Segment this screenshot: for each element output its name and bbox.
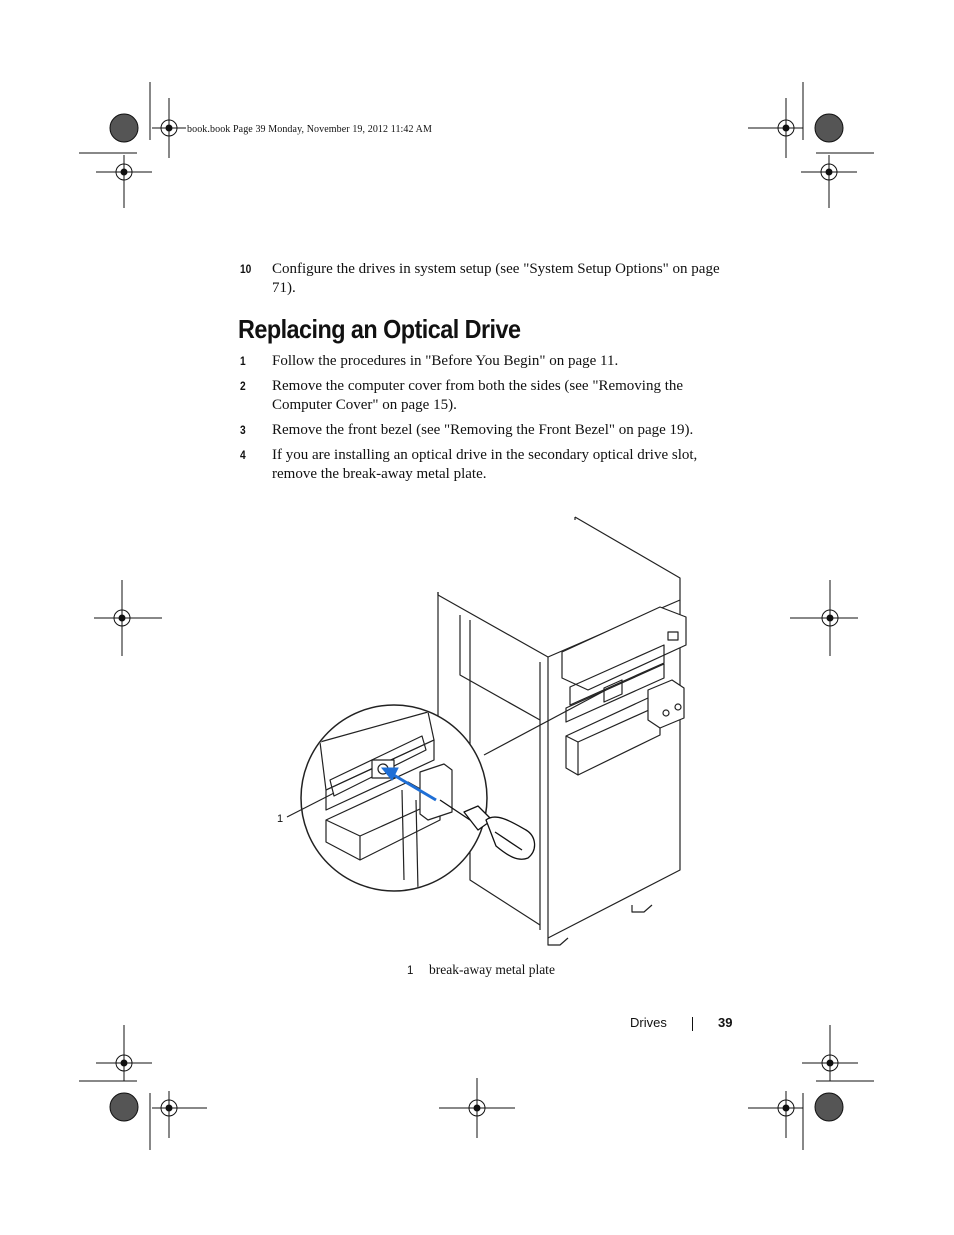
print-slug: book.book Page 39 Monday, November 19, 2012 11:42 AM (187, 124, 432, 135)
step-number: 4 (240, 448, 246, 462)
page-number: 39 (718, 1015, 733, 1030)
step-number: 3 (240, 423, 246, 437)
caption-text: break-away metal plate (429, 962, 555, 977)
footer-section-name: Drives (630, 1015, 667, 1030)
step-text: Remove the front bezel (see "Removing the Front Bezel" on page 19). (272, 422, 694, 438)
step-number: 2 (240, 379, 246, 393)
step-number: 10 (240, 262, 252, 276)
figure-caption (407, 962, 555, 978)
step-text: If you are installing an optical drive in the secondary optical drive slot, remove the break-away metal plate. (272, 447, 698, 482)
caption-number: 1 (407, 965, 414, 977)
figure-callout-1: 1 (277, 813, 284, 825)
step-text: Configure the drives in system setup (see "System Setup Options" on page 71). (272, 261, 720, 296)
step-text: Remove the computer cover from both the sides (see "Removing the Computer Cover" on page 15). (272, 378, 684, 413)
footer-divider (692, 1017, 693, 1031)
step-text: Follow the procedures in "Before You Begin" on page 11. (272, 353, 619, 369)
step-number: 1 (240, 354, 246, 368)
section-heading: Replacing an Optical Drive (238, 314, 521, 344)
optical-drive-illustration (270, 505, 720, 955)
